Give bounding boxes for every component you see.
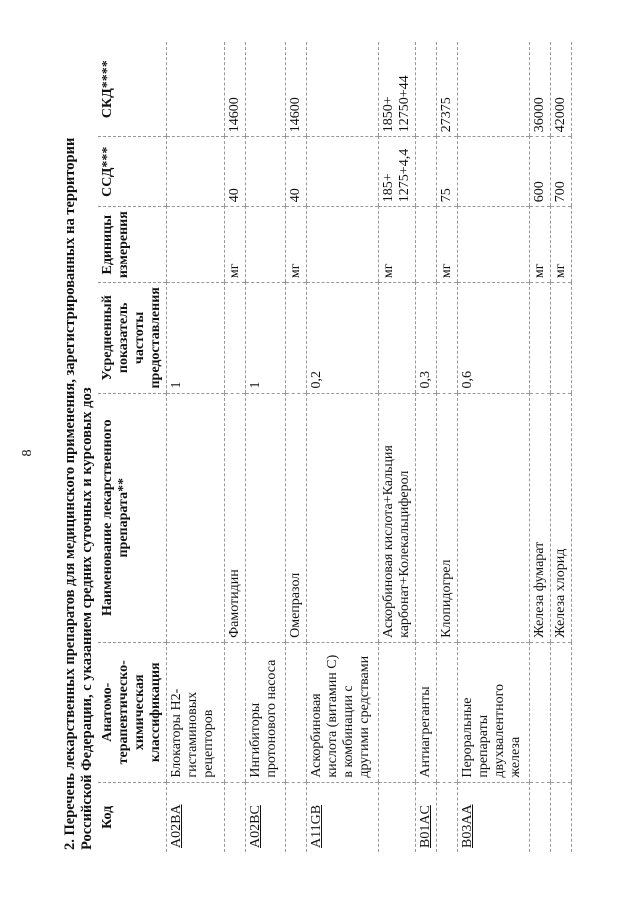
unit xyxy=(167,207,225,283)
drug-name: Железа фумарат xyxy=(530,393,551,642)
atc-class: Пероральные препараты двухвалентного железа xyxy=(458,642,530,782)
table-row xyxy=(379,42,416,852)
unit: мг xyxy=(551,207,572,283)
atc-class xyxy=(437,642,458,782)
atc-code: A02BC xyxy=(246,782,286,852)
unit: мг xyxy=(379,207,416,283)
frequency: 1 xyxy=(246,283,286,393)
header-code: Код xyxy=(98,782,167,852)
table-row xyxy=(458,42,530,852)
skd xyxy=(167,42,225,137)
drug-name: Аскорбиновая кислота+Кальция карбонат+Колекальциферол xyxy=(379,393,416,642)
atc-code: A02BA xyxy=(167,782,225,852)
unit: мг xyxy=(225,207,246,283)
table-row xyxy=(307,42,379,852)
atc-class: Аскорбиновая кислота (витамин C) в комбинации с другими средствами xyxy=(307,642,379,782)
ssd: 185+ 1275+4,4 xyxy=(379,137,416,207)
drug-name xyxy=(246,393,286,642)
atc-class xyxy=(551,642,572,782)
skd xyxy=(416,42,437,137)
atc-class: Блокаторы H2-гистаминовых рецепторов xyxy=(167,642,225,782)
atc-code xyxy=(286,782,307,852)
section-title-line-1: 2. Перечень лекарственных препаратов для медицинского применения, зарегистрированных на территории xyxy=(62,137,78,850)
frequency: 0,3 xyxy=(416,283,437,393)
ssd: 40 xyxy=(225,137,246,207)
frequency: 0,6 xyxy=(458,283,530,393)
atc-code: B03AA xyxy=(458,782,530,852)
atc-code: A11GB xyxy=(307,782,379,852)
ssd xyxy=(307,137,379,207)
atc-code xyxy=(379,782,416,852)
skd: 27375 xyxy=(437,42,458,137)
skd: 1850+ 12750+44 xyxy=(379,42,416,137)
ssd: 600 xyxy=(530,137,551,207)
skd xyxy=(458,42,530,137)
drug-name: Железа хлорид xyxy=(551,393,572,642)
table-row xyxy=(246,42,286,852)
header-skd: СКД**** xyxy=(98,42,167,137)
ssd xyxy=(458,137,530,207)
unit xyxy=(307,207,379,283)
unit: мг xyxy=(437,207,458,283)
frequency xyxy=(530,283,551,393)
frequency xyxy=(225,283,246,393)
frequency: 1 xyxy=(167,283,225,393)
skd xyxy=(246,42,286,137)
atc-code xyxy=(437,782,458,852)
ssd xyxy=(167,137,225,207)
frequency xyxy=(551,283,572,393)
ssd xyxy=(246,137,286,207)
table-row xyxy=(225,42,246,852)
drug-name xyxy=(307,393,379,642)
section-title-line-2: Российской Федерации, с указанием средних суточных и курсовых доз xyxy=(79,387,95,850)
section-title xyxy=(62,50,96,850)
ssd: 700 xyxy=(551,137,572,207)
header-unit: Единицы измерения xyxy=(98,207,167,283)
drug-name: Клопидогрел xyxy=(437,393,458,642)
skd: 36000 xyxy=(530,42,551,137)
header-ssd: ССД*** xyxy=(98,137,167,207)
rotated-page-content xyxy=(56,42,616,862)
page-number: 8 xyxy=(20,449,35,457)
unit xyxy=(458,207,530,283)
unit: мг xyxy=(286,207,307,283)
table-row xyxy=(551,42,572,852)
atc-class xyxy=(286,642,307,782)
atc-class: Антиагреганты xyxy=(416,642,437,782)
drug-name xyxy=(167,393,225,642)
frequency xyxy=(379,283,416,393)
header-drug-name: Наименование лекарственного препарата** xyxy=(98,393,167,642)
frequency xyxy=(286,283,307,393)
table-row xyxy=(167,42,225,852)
ssd xyxy=(416,137,437,207)
ssd: 75 xyxy=(437,137,458,207)
skd: 42000 xyxy=(551,42,572,137)
atc-code: B01AC xyxy=(416,782,437,852)
skd xyxy=(307,42,379,137)
drug-name xyxy=(416,393,437,642)
atc-class xyxy=(379,642,416,782)
unit: мг xyxy=(530,207,551,283)
table-row xyxy=(286,42,307,852)
atc-class xyxy=(530,642,551,782)
atc-class xyxy=(225,642,246,782)
table-row xyxy=(416,42,437,852)
header-frequency: Усредненный показатель частоты предоставления xyxy=(98,283,167,393)
table-row xyxy=(530,42,551,852)
drug-name: Омепразол xyxy=(286,393,307,642)
atc-class: Ингибиторы протонового насоса xyxy=(246,642,286,782)
drug-name xyxy=(458,393,530,642)
table-header-row xyxy=(98,42,167,852)
atc-code xyxy=(225,782,246,852)
skd: 14600 xyxy=(225,42,246,137)
atc-code xyxy=(530,782,551,852)
frequency: 0,2 xyxy=(307,283,379,393)
drug-name: Фамотидин xyxy=(225,393,246,642)
skd: 14600 xyxy=(286,42,307,137)
header-atc: Анатомо-терапевтическо-химическая классификация xyxy=(98,642,167,782)
unit xyxy=(246,207,286,283)
table-row xyxy=(437,42,458,852)
drug-table xyxy=(98,42,572,852)
ssd: 40 xyxy=(286,137,307,207)
atc-code xyxy=(551,782,572,852)
unit xyxy=(416,207,437,283)
frequency xyxy=(437,283,458,393)
